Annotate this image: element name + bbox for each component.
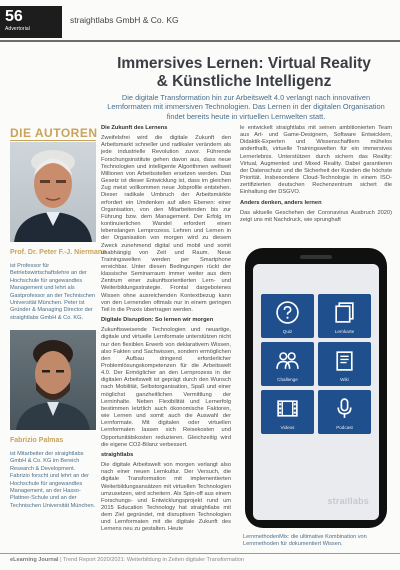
film-icon bbox=[275, 396, 300, 421]
article-lead: Die digitale Transformation hin zur Arbeitswelt 4.0 verlangt nach innovativen Lernformaten mit immersiven Technologien. Das Lernen in der digitalen Organisation findet bereits heute in virtuellen Lernwelten statt. bbox=[107, 93, 385, 121]
paragraph: Das aktuelle Geschehen der Coronavirus Ausbruch 2020) zeigt uns mit Nachdruck, wie sprunghaft bbox=[240, 209, 392, 223]
author-name-2: Fabrizio Palmas bbox=[10, 437, 64, 444]
portrait-illustration bbox=[10, 330, 96, 430]
author-photo-niermann bbox=[10, 142, 96, 242]
tile-quiz[interactable] bbox=[261, 294, 314, 338]
title-line-2: & Künstliche Intelligenz bbox=[156, 73, 332, 90]
tile-wiki[interactable] bbox=[318, 342, 371, 386]
subheading: straightlabs bbox=[101, 451, 134, 458]
paragraph: Zukunftsweisende Technologien und neuartige, digitale und virtuelle Lernformate unterstützen nicht nur den flexiblen Erwerb von deklarativem Wissen, also Fakten und Sachwissen, sondern ermöglichen den Aufbau dringend erforderlicher Problemlösungskompetenzen für die Arbeitswelt 4.0. Der Ermöglicher an den Lernprozess in der digitalen Arbeitswelt ist geprägt durch den Wunsch nach Mobilität, Selbstorganisation, Spaß und einer möglichst ganzheitlichen Vermittlung der Lerninhalte. Neben Flexibilität und Lernerfolg bestimmen letztlich auch ökonomische Faktoren, wie Lernen und somit auch die Auswahl der Lernformate. Mit digitalen oder virtuellen Lernformaten lassen sich Reisekosten und Opportunitätskosten reduzieren. Gleichzeitig wird die eigene CO2-Bilanz verbessert. bbox=[101, 327, 231, 448]
author-photo-palmas bbox=[10, 330, 96, 430]
subheading: Anders denken, anders lernen bbox=[240, 199, 322, 206]
paragraph: Zweifelsfrei wird die digitale Zukunft den Arbeitsmarkt schneller und radikaler verändern als jede industrielle Revolution zuvor. Führende Forschungsinstitute gehen davon aus, dass neue Technologien und intelligente Algorithmen weltweit Millionen von Arbeitsstellen ersetzen werden. Das Gesetz ist dieser Entwicklung ist, dass im gleichen Zug meist vollkommen neue Jobprofile entstehen. Dieser radikale Umbruch der Arbeitsmärkte erfordert ein Umdenken auf allen Ebenen: einer Organisation, von den Mitarbeitenden bis zur Führung bzw. dem Management. Der Erfolg im kontinuierlichen Wandel erfordert einen lebenslangen Lernprozess. Lehren und Lernen in der Organisation von morgen wird zu diesem Zweck zunehmend digital und mobil und somit unabhängig von Zeit und Raum. Neue Trainingswelten werden per Smartphone erreichbar. Unter diesen Bedingungen rückt der klassische Seminarraum immer weiter aus dem Zentrum einer zukunftsorientierten Lern- und Weiterbildungsstrategie. Frontal dargebotenes Wissen ohne ausreichenden Kontextbezug kann von den Lernenden oftmals nur in einem geringen Teil in die Praxis übertragen werden. bbox=[101, 135, 231, 313]
tile-challenge[interactable] bbox=[261, 342, 314, 386]
subheading: Digitale Disruption: So lernen wir morgen bbox=[101, 317, 214, 324]
footer-text: | Trend Report 2020/2021: Weiterbildung in Zeiten digitaler Transformation bbox=[60, 557, 244, 563]
portrait-illustration bbox=[10, 142, 96, 242]
body-column-1 bbox=[101, 125, 231, 537]
tile-label: Quiz bbox=[282, 329, 293, 334]
footer-divider bbox=[0, 553, 400, 554]
section-label: Advertorial bbox=[5, 26, 30, 32]
tile-label: Videos bbox=[280, 425, 295, 430]
page-number: 56 bbox=[5, 8, 23, 25]
phone-screen bbox=[253, 264, 379, 520]
book-icon bbox=[332, 348, 357, 373]
smartphone-mockup bbox=[245, 248, 387, 528]
tile-videos[interactable] bbox=[261, 390, 314, 434]
body-column-2 bbox=[240, 125, 392, 227]
paragraph: Die digitale Arbeitswelt von morgen verlangt also nach einer neuen Lernkultur. Der Versuch, die digitale Transformation mit implementierten Weiterbildungsansätzen mit virtuellen Technologien umzusetzen, wird scheitern. Als Spin-off aus einem Forschungs- und Entwicklungsprojekt rund um 2015 Education Technology hat straightlabs mit dem Ziel gegründet, mit disruptiven Technologien und Lernformaten mit die digitale Zukunft des Lernens neu zu gestalten. Heute bbox=[101, 462, 231, 533]
title-line-1: Immersives Lernen: Virtual Reality bbox=[117, 55, 371, 72]
journal-name: eLearning Journal bbox=[10, 557, 59, 563]
page-footer bbox=[10, 557, 244, 563]
people-icon bbox=[275, 348, 300, 373]
question-icon bbox=[275, 300, 300, 325]
tile-label: Wiki bbox=[340, 377, 349, 382]
tile-podcast[interactable] bbox=[318, 390, 371, 434]
authors-heading: DIE AUTOREN bbox=[10, 126, 98, 140]
tile-label: Podcast bbox=[336, 425, 353, 430]
app-tile-grid bbox=[261, 294, 371, 434]
image-caption: LernmethodenMix: die ultimative Kombination von Lernmethoden für dokumentiert Wissen. bbox=[243, 534, 367, 548]
company-name: straightlabs GmbH & Co. KG bbox=[70, 15, 179, 25]
cards-icon bbox=[332, 300, 357, 325]
author-bio-2: ist Mitarbeiter der straightlabs GmbH & Co. KG im Bereich Research & Development. Fabrizio forscht und lehrt an der Hochschule für angewandtes Management, an der Hasso-Plattner-Schule und an der Technischen Universität München. bbox=[10, 451, 96, 509]
header-divider bbox=[0, 40, 400, 42]
author-name-1: Prof. Dr. Peter F.-J. Niermann bbox=[10, 249, 107, 256]
subheading: Die Zukunft des Lernens bbox=[101, 125, 168, 131]
tile-label: Lernkarte bbox=[334, 329, 355, 334]
tile-lernkarte[interactable] bbox=[318, 294, 371, 338]
page-number-box bbox=[0, 6, 62, 38]
article-title bbox=[96, 55, 392, 91]
microphone-icon bbox=[332, 396, 357, 421]
paragraph: le entwickelt straightlabs mit seinen ambitionierten Team aus Art- und Game-Designern, Software Entwicklern, Didaktik-Experten und Wissenschaftlern mühelos anderthalb, virtuelle Trainingswelten für ein immersives Lernerlebnis. Unterstützen durch sichern das Reality: Virtual, Augmented und Mixed Reality. Dabei garantieren der Datenschutz und die Sicherheit der Kunden die höchste Priorität. Insbesondere Cloud-Technologie in einem ISO-zertifizierten deutschen Rechenzentrum sichert die Einhaltung der DSGVO. bbox=[240, 125, 392, 196]
authors-divider bbox=[10, 140, 96, 141]
app-brand-logo: straillabs bbox=[327, 496, 369, 506]
phone-speaker bbox=[300, 255, 332, 259]
tile-label: Challenge bbox=[277, 377, 298, 382]
author-bio-1: ist Professor für Betriebswirtschaftslehre an der Hochschule für angewandtes Management und lehrt als Gastprofessor an der Technischen Universität München. Peter ist Gründer & Managing Director der straightlabs GmbH & Co. KG. bbox=[10, 263, 96, 321]
